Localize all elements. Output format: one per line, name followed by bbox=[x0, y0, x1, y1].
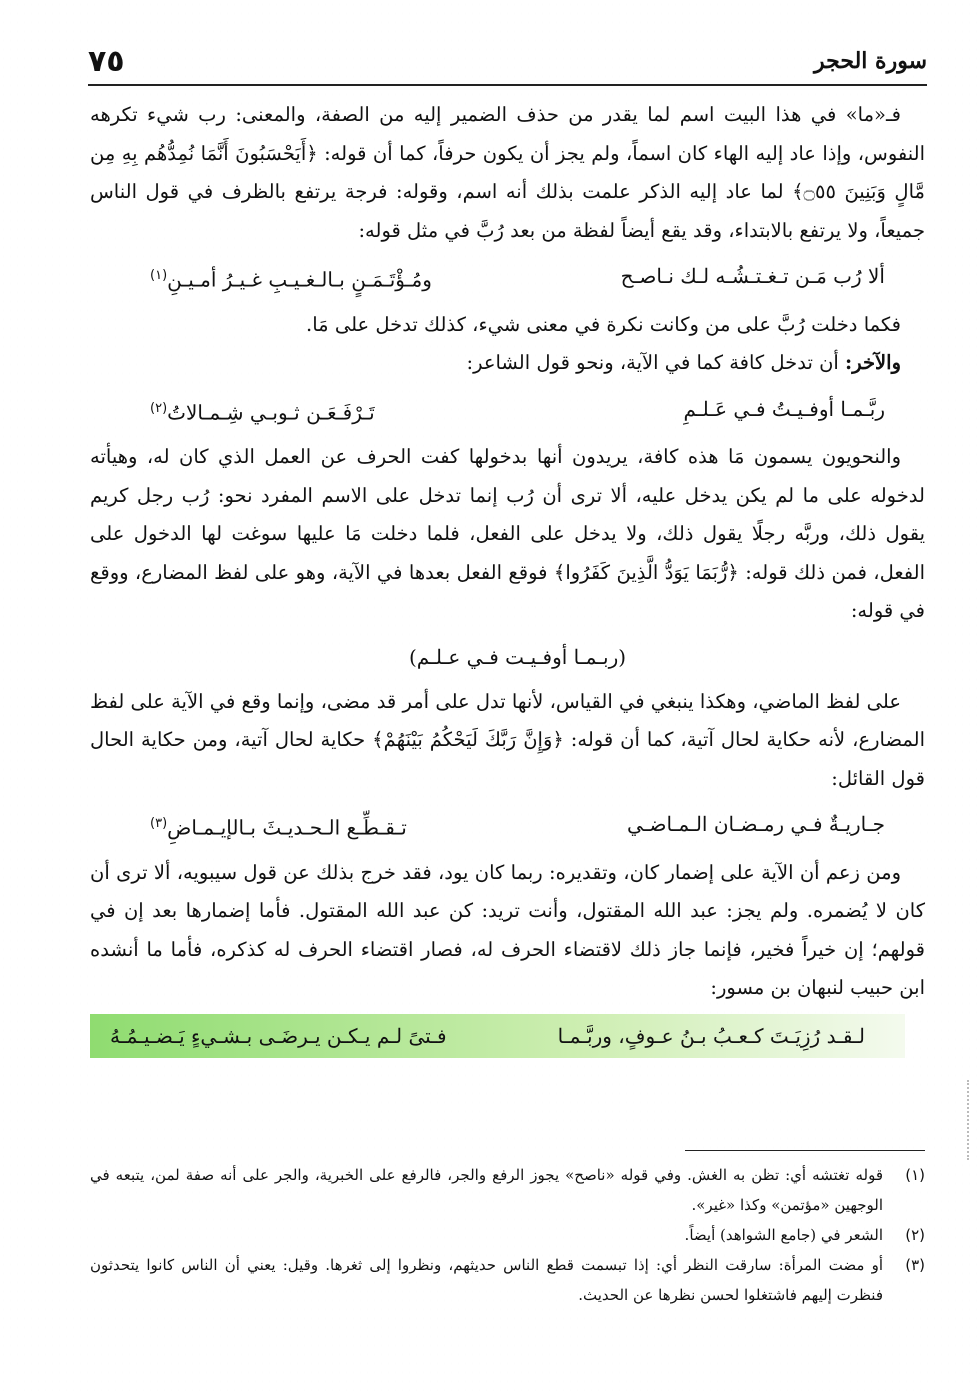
footnote-text: الشعر في (جامع الشواهد) أيضاً. bbox=[684, 1226, 883, 1244]
verse-4-first-hemistich: جـاريـةٌ فـي رمـضـان الـمـاضـي bbox=[626, 812, 885, 837]
verse-3-quote: (ربـمـا أوفـيـت فـي عـلـم) bbox=[408, 644, 627, 669]
paragraph-6: ومن زعم أن الآية على إضمار كان، وتقديره: ربما كان يود، فقد خرج بذلك عن قول سيبويه، ألا ترى أن كان لا يُضمره. ولم يجز: عبد الله المقتول، وأنت تريد: كن عبد الله المقتول. فأما إضمارها بعد إن في قولهم؛ إن خيراً فخير، فإنما جاز ذلك لاقتضاء الحرف له، فصار اقتضاء الحرف له كذكره، فأما ما أنشده ابن حبيب لنبهان بن مسور: bbox=[90, 860, 925, 1000]
page-body bbox=[90, 96, 925, 1058]
paragraph-1: فـ«ما» في هذا البيت اسم لما يقدر من حذف الضمير إليه من الصفة، والمعنى: رب شيء تكرهه النفوس، وإذا عاد إليه الهاء كان اسماً، ولم يجز أن يكون حرفاً، كما أن قوله: ﴿أَيَحْسَبُونَ أَنَّمَا نُمِدُّهُم بِهِ مِن مَّالٍ وَبَنِينَ ۝٥٥﴾ لما عاد إليه الذكر علمت بذلك أنه اسم، وقوله: فرجة يرتفع بالظرف في قول الناس جميعاً، ولا يرتفع بالابتداء، وقد يقع أيضاً لفظة من بعد رُبَّ في مثل قوله: bbox=[90, 103, 925, 242]
page-header bbox=[88, 38, 927, 86]
scan-margin-dots bbox=[963, 1080, 969, 1160]
footnote-number: (٢) bbox=[905, 1226, 925, 1244]
paragraph-3-lead: والآخر: bbox=[845, 351, 901, 375]
footnote-number: (١) bbox=[905, 1166, 925, 1184]
footnote-ref-2[interactable]: (٢) bbox=[150, 400, 168, 416]
paragraph-2: فكما دخلت رُبَّ على من وكانت نكرة في معنى شيء، كذلك تدخل على مَا. bbox=[306, 312, 901, 336]
verse-1-second-hemistich: ومُـؤْتَـمَـنٍ بـالـغـيـبِ غـيـرُ أمـيـنِ$^{(١)}$ bbox=[150, 267, 432, 292]
footnote-divider bbox=[685, 1150, 925, 1151]
paragraph-4: والنحويون يسمون مَا هذه كافة، يريدون أنها بدخولها كفت الحرف عن العمل الذي كان له، وهيأته لدخوله على ما لم يكن يدخل عليه، ألا ترى أن رُب إنما تدخل على الاسم المفرد نحو: رُب رجل كريم يقول ذلك، وربَّه رجلًا يقول ذلك، ولا يدخل على الفعل، فلما دخلت مَا عليها سوغت لها الدخول على الفعل، فمن ذلك قوله: ﴿رُّبَمَا يَوَدُّ الَّذِينَ كَفَرُوا﴾ فوقع الفعل بعدها في الآية، وهو على لفظ المضارع، ووقع في قوله: bbox=[90, 445, 925, 623]
footnote-text: أو مضت المرأة: سارقت النظر أي: إذا تبسمت قطع الناس حديثهم، ونظروا إلى ثغرها. وقيل: يعني أن الناس كانوا يتحدثون فنظرت إليهم فاشتغلوا لحسن نظرها عن الحديث. bbox=[90, 1256, 883, 1304]
footnote-ref-3[interactable]: (٣) bbox=[150, 816, 168, 832]
footnote-number: (٣) bbox=[905, 1256, 925, 1274]
footnote-text: قوله تغتشه أي: تظن به الغش. وفي قوله «ناصح» يجوز الرفع والجر، فالرفع على الخبرية، والجر على أنه صفة لمن، يتبعه في الوجهين «مؤتمن» وكذا «غير». bbox=[90, 1166, 883, 1214]
paragraph-3-text: أن تدخل كافة كما في الآية، ونحو قول الشاعر: bbox=[466, 351, 846, 375]
highlighted-verse[interactable] bbox=[90, 1014, 905, 1058]
verse-1-first-hemistich: ألا رُب مَـن تـغـتـشُـه لـك نـاصـح bbox=[620, 264, 885, 288]
verse-1 bbox=[90, 250, 925, 306]
footnotes bbox=[90, 1160, 925, 1310]
verse-2 bbox=[90, 383, 925, 439]
verse-2-first-hemistich: ربَّـمـا أوفـيـتُ فـي عَـلـمِ bbox=[683, 396, 885, 421]
paragraph-5: على لفظ الماضي، وهكذا ينبغي في القياس، لأنها تدل على أمر قد مضى، وإنما وقع في الآية على لفظ المضارع، لأنه حكاية لحال آتية، كما أن قوله: ﴿وَإِنَّ رَبَّكَ لَيَحْكُمُ بَيْنَهُمْ﴾ حكاية لحال آتية، ومن حكاية الحال قول القائل: bbox=[90, 689, 925, 790]
footnote-2 bbox=[90, 1220, 925, 1250]
surah-title: سورة الحجر bbox=[814, 48, 927, 74]
verse-5-second-hemistich: فـتىً لـم يـكـن يـرضَـى بـشـيءٍ يَـضـيـمُـهُ bbox=[110, 1023, 447, 1048]
verse-4-second-hemistich: تـقـطِّـع الـحـديـثَ بـالإيـمـاضِ$^{(٣)}$ bbox=[150, 815, 407, 840]
page-number: ٧٥ bbox=[88, 43, 125, 79]
footnote-ref-1[interactable]: (١) bbox=[150, 268, 168, 283]
footnote-3 bbox=[90, 1250, 925, 1310]
verse-5-first-hemistich: لـقـد رُزِيَـتَ كـعـبُ بـنُ عـوفٍ، وربَّـمـا bbox=[557, 1023, 865, 1048]
verse-3 bbox=[90, 631, 925, 683]
paragraph-3 bbox=[90, 344, 925, 383]
verse-4 bbox=[90, 798, 925, 854]
footnote-1 bbox=[90, 1160, 925, 1220]
verse-2-second-hemistich: تَـرْفَـعَـن ثـوبـي شِـمـالاتُ$^{(٢)}$ bbox=[150, 400, 375, 425]
